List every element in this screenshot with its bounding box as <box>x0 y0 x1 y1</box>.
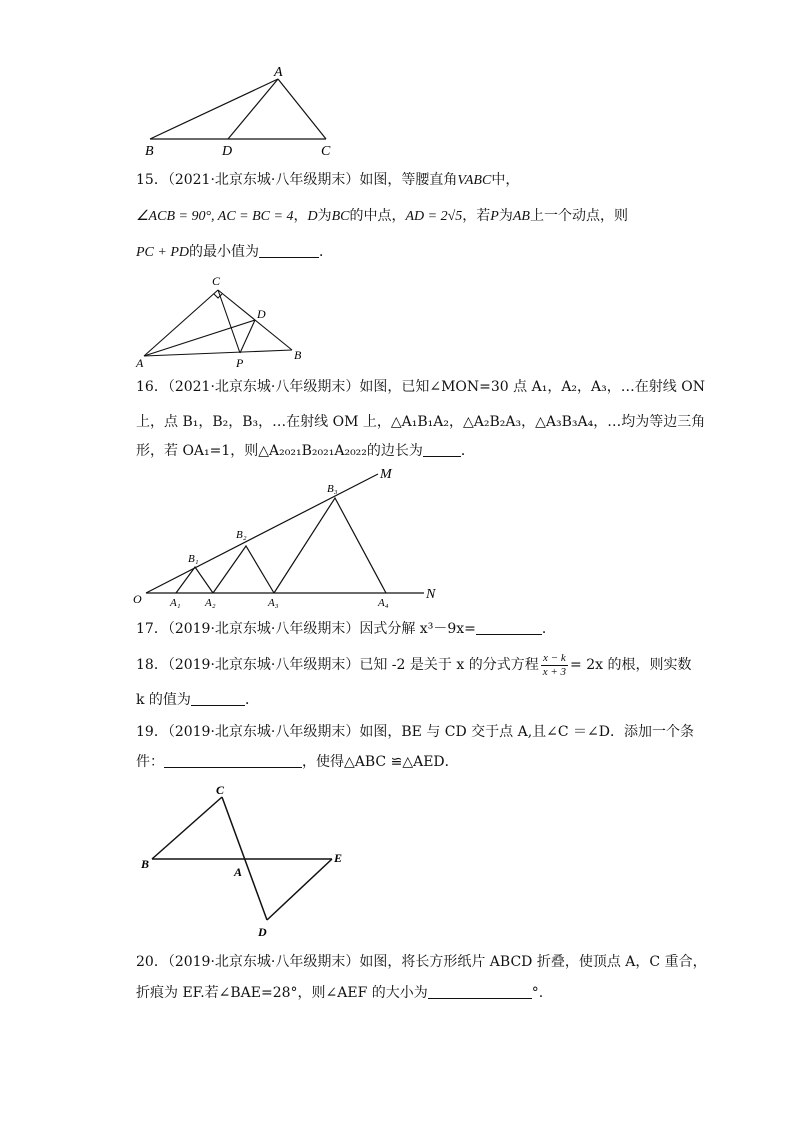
answer-blank[interactable] <box>259 243 319 258</box>
triangle-1 <box>176 567 213 593</box>
figure-q15 <box>134 270 314 370</box>
triangle-2 <box>213 546 274 593</box>
label-A: A <box>136 356 144 370</box>
label-A1: A₁ <box>170 597 181 609</box>
q15-line1: 15．（2021·北京东城·八年级期末）如图，等腰直角VABC中， <box>136 172 520 188</box>
segment-AC <box>278 79 326 139</box>
q15-line3: PC + PD的最小值为 ． <box>136 244 333 260</box>
figure-q14 <box>138 64 338 158</box>
segment-AD <box>144 320 255 356</box>
label-D: D <box>257 307 266 321</box>
label-D: D <box>258 925 267 939</box>
answer-blank[interactable] <box>423 442 461 457</box>
segment-AB <box>150 79 278 139</box>
q17-line: 17．（2019·北京东城·八年级期末）因式分解 x³－9x= ． <box>136 621 556 637</box>
q19-line1: 19．（2019·北京东城·八年级期末）如图，BE 与 CD 交于点 A,且∠C ＝∠D．添加一个条 <box>136 724 695 740</box>
figure-q19 <box>136 780 356 940</box>
q19-line2: 件： ，使得△ABC ≌△AED． <box>136 754 459 770</box>
answer-blank[interactable] <box>164 753 302 768</box>
q16-line1: 16．（2021·北京东城·八年级期末）如图，已知∠MON=30 点 A₁，A₂，A₃，…在射线 ON <box>136 379 705 395</box>
question-source: （2021·北京东城·八年级期末） <box>167 172 360 188</box>
label-P: P <box>236 356 244 370</box>
answer-blank[interactable] <box>476 620 542 635</box>
segment-AC <box>144 290 218 356</box>
segment-BC <box>152 797 222 859</box>
question-number: 15． <box>136 172 168 188</box>
question-number: 18． <box>136 657 168 673</box>
label-C: C <box>216 783 225 797</box>
label-A3: A₃ <box>268 597 279 609</box>
figure-q16 <box>128 464 448 609</box>
question-source: （2019·北京东城·八年级期末） <box>167 657 360 673</box>
label-B3: B₃ <box>327 483 338 495</box>
question-number: 20． <box>136 954 168 970</box>
label-C: C <box>212 274 221 288</box>
q16-line2: 上，点 B₁，B₂，B₃，…在射线 OM 上，△A₁B₁A₂，△A₂B₂A₃，△A₃B₃A₄，…均为等边三角 <box>136 414 706 430</box>
q20-line2: 折痕为 EF.若∠BAE=28°，则∠AEF 的大小为 °. <box>136 985 544 1001</box>
question-source: （2021·北京东城·八年级期末） <box>167 379 360 395</box>
fraction: $\frac{x - k}{x + 3}$ <box>542 651 567 678</box>
label-A2: A₂ <box>205 597 216 609</box>
label-A: A <box>234 865 243 879</box>
question-source: （2019·北京东城·八年级期末） <box>167 621 360 637</box>
q16-line3: 形，若 OA₁=1，则△A₂₀₂₁B₂₀₂₁A₂₀₂₂的边长为 ． <box>136 443 475 459</box>
segment-PD <box>240 320 255 353</box>
label-B: B <box>145 144 154 158</box>
label-B1: B₁ <box>188 553 199 565</box>
label-A4: A₄ <box>378 597 389 609</box>
answer-blank[interactable] <box>428 984 532 999</box>
answer-blank[interactable] <box>191 691 245 706</box>
question-number: 17． <box>136 621 168 637</box>
label-B: B <box>141 857 150 871</box>
label-E: E <box>334 851 343 865</box>
triangle-3 <box>274 498 386 593</box>
segment-AB <box>144 350 292 356</box>
segment-ED <box>267 859 332 920</box>
question-source: （2019·北京东城·八年级期末） <box>167 954 360 970</box>
label-B: B <box>294 348 302 362</box>
q20-line1: 20．（2019·北京东城·八年级期末）如图，将长方形纸片 ABCD 折叠，使顶点 A，C 重合， <box>136 954 707 970</box>
label-N: N <box>426 587 436 602</box>
label-D: D <box>222 144 233 158</box>
question-number: 16． <box>136 379 168 395</box>
q15-line2: ∠ACB = 90°, AC = BC = 4，D为BC的中点，AD = 2√5，若P为AB上一个动点，则 <box>136 208 628 224</box>
q18-line2: k 的值为 ． <box>136 692 259 708</box>
label-B2: B₂ <box>236 529 247 541</box>
question-number: 19． <box>136 724 168 740</box>
question-source: （2019·北京东城·八年级期末） <box>167 724 360 740</box>
q18-line1: 18．（2019·北京东城·八年级期末）已知 -2 是关于 x 的分式方程 $\frac{x - k}{x + 3}$ = 2x 的根，则实数 <box>136 651 692 678</box>
label-O: O <box>133 592 142 606</box>
segment-AD <box>228 79 278 139</box>
label-M: M <box>380 467 392 482</box>
ray-OM <box>146 474 378 593</box>
label-A: A <box>274 65 283 80</box>
label-C: C <box>321 144 331 158</box>
